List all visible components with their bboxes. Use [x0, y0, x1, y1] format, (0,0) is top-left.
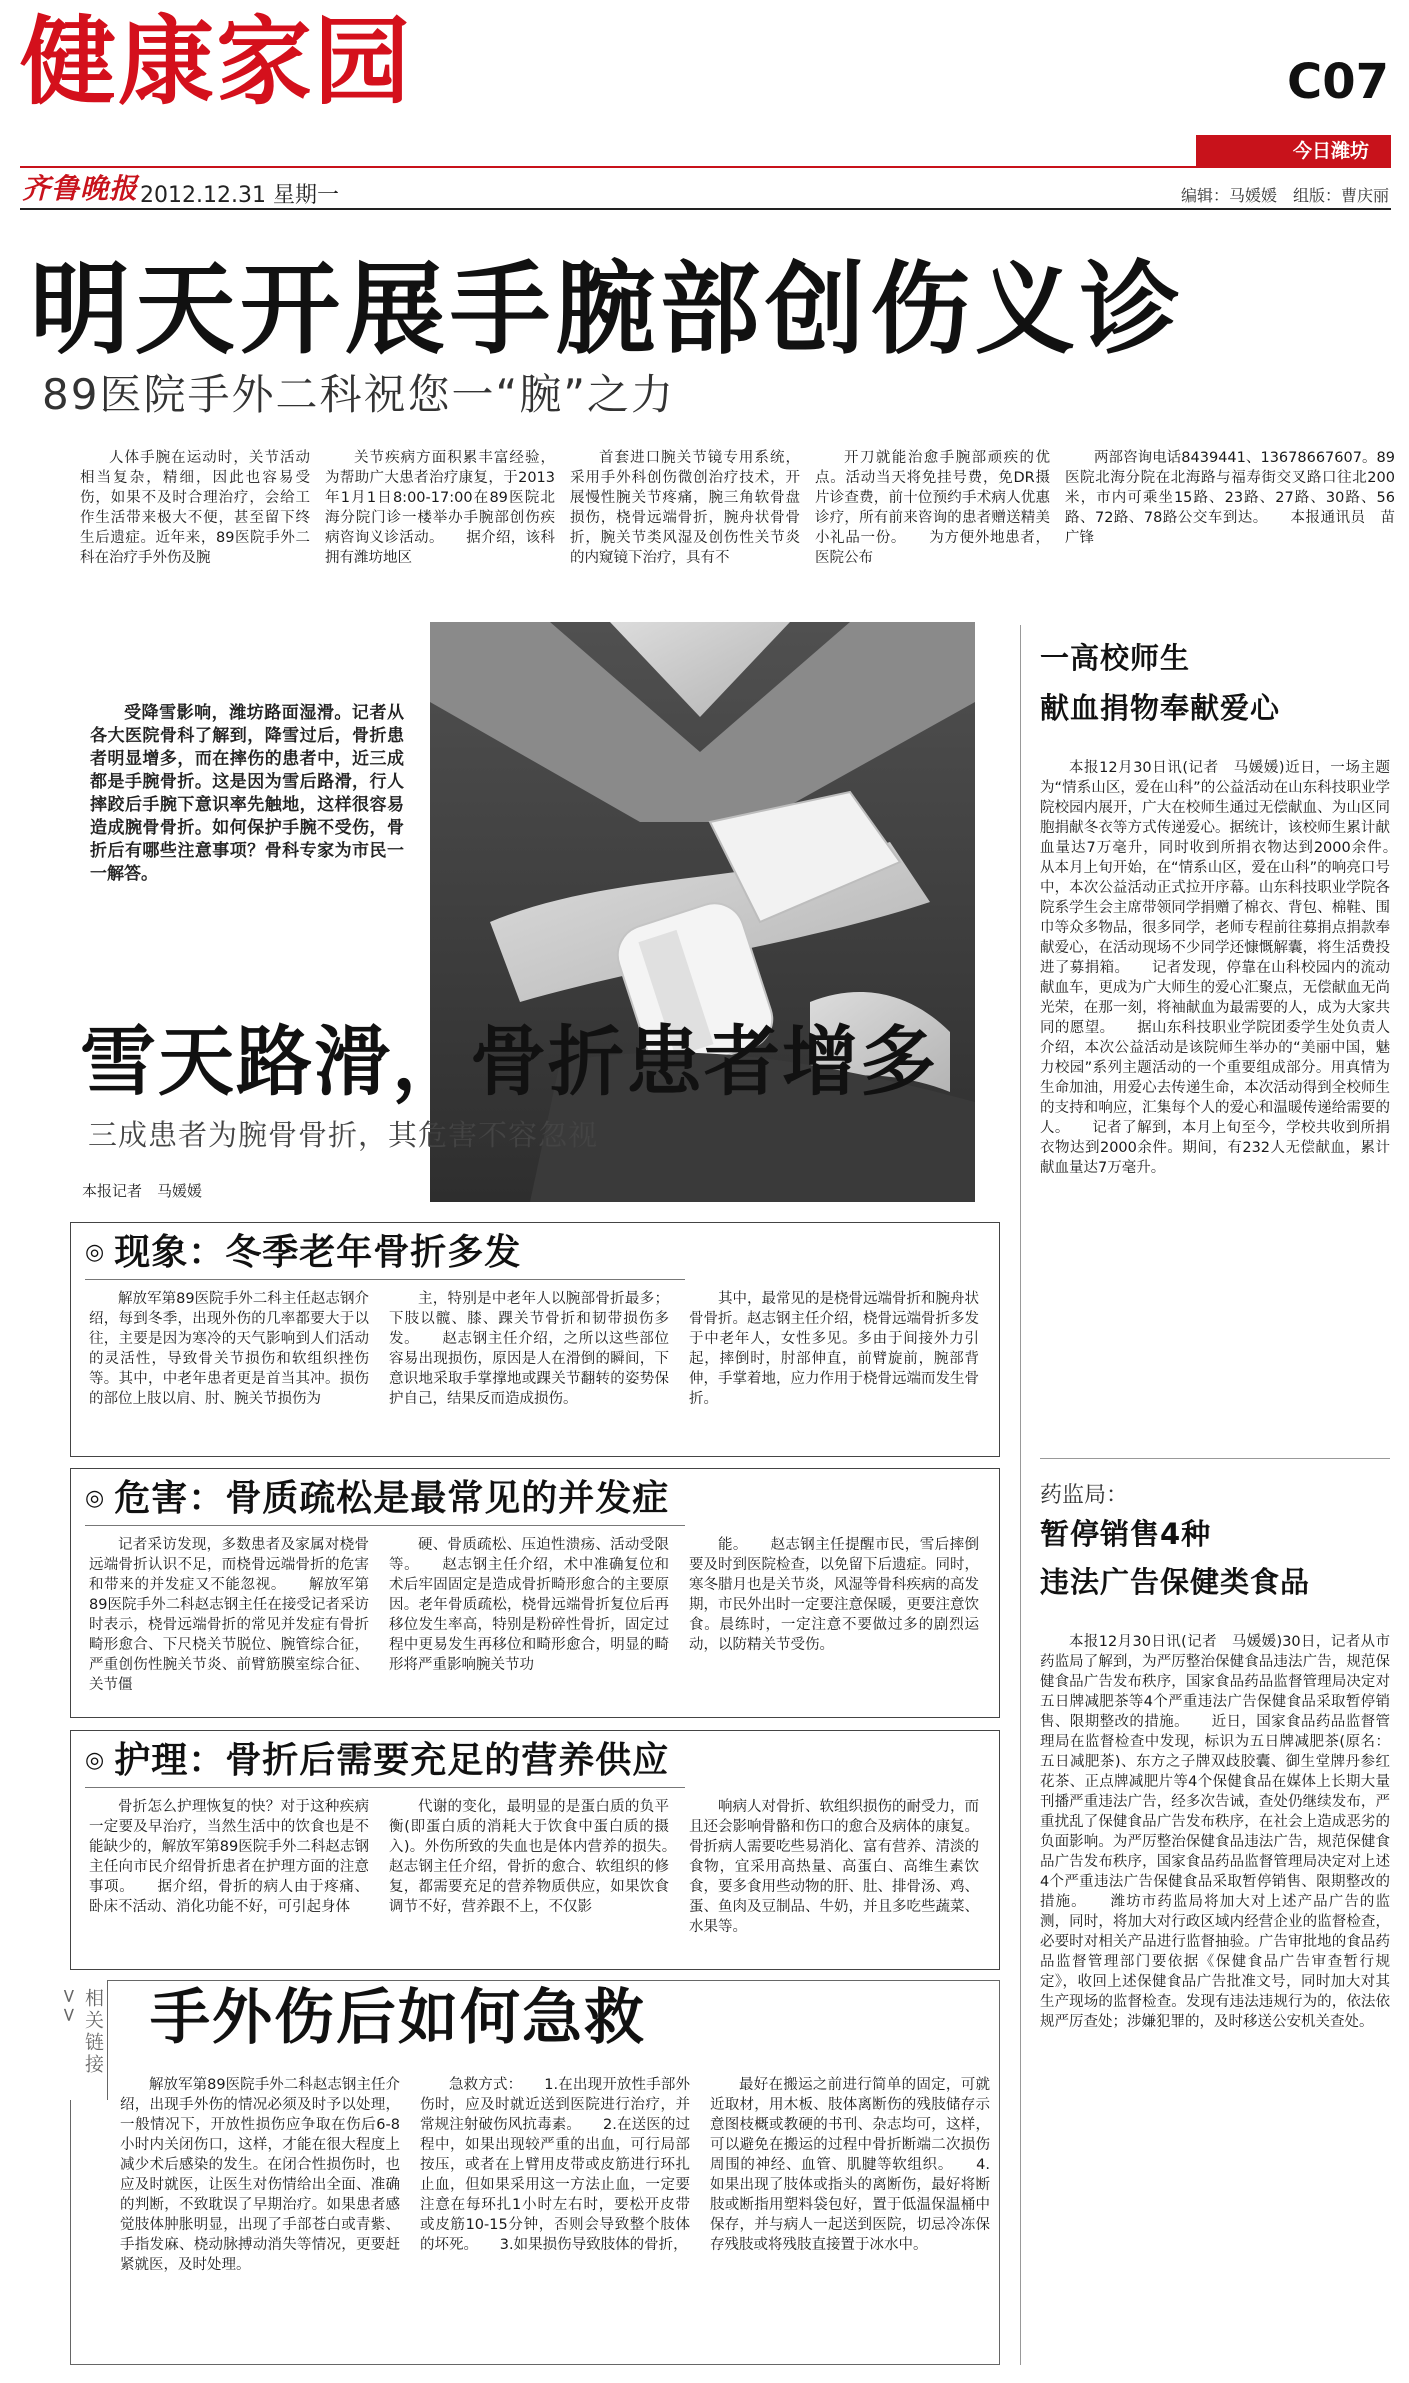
section-column-2: 硬、骨质疏松、压迫性溃疡、活动受限等。 赵志钢主任介绍，术中准确复位和术后牢固固定是造成骨折畸形愈合的主要原因。老年骨质疏松，桡骨远端骨折复位后再移位发生率高，特别是粉碎性骨折，固定过程中更易发生再移位和畸形愈合，明显的畸形将严重影响腕关节功	[389, 1537, 669, 1673]
section-heading-text: 现象：冬季老年骨折多发	[114, 1232, 522, 1274]
sidebar-story1-title-line1: 一高校师生	[1040, 641, 1191, 675]
newspaper-logo: 齐鲁晚报	[22, 172, 139, 205]
bullet-icon: ◎	[85, 1486, 105, 1511]
section-heading	[85, 1233, 521, 1273]
section-column-1: 记者采访发现，多数患者及家属对桡骨远端骨折认识不足，而桡骨远端骨折的危害和带来的并发症又不能忽视。 解放军第89医院手外二科赵志钢主任在接受记者采访时表示，桡骨远端骨折的常见并发症有骨折畸形愈合、下尺桡关节脱位、腕管综合征，严重创伤性腕关节炎、前臂筋膜室综合征、关节僵	[89, 1537, 369, 1693]
column-divider	[1020, 625, 1021, 2365]
related-column-1: 解放军第89医院手外二科赵志钢主任介绍，出现手外伤的情况必须及时予以处理，一般情况下，开放性损伤应争取在伤后6-8小时内关闭伤口，这样，才能在很大程度上减少术后感染的发生。在闭合性损伤时，也应及时就医，让医生对伤情给出全面、准确的判断，不致耽误了早期治疗。如果患者感觉肢体肿胀明显，出现了手部苍白或青紫、手指发麻、桡动脉搏动消失等情况，更要赶紧就医，及时处理。	[120, 2077, 400, 2273]
section-heading	[85, 1741, 669, 1781]
main-column-3: 首套进口腕关节镜专用系统，采用手外科创伤微创治疗技术，开展慢性腕关节疼痛，腕三角软骨盘损伤，桡骨远端骨折，腕舟状骨骨折，腕关节类风湿及创伤性关节炎的内窥镜下治疗，具有不	[570, 450, 800, 566]
sidebar-story2-text: 本报12月30日讯(记者 马媛媛)30日，记者从市药监局了解到，为严厉整治保健食品违法广告，规范保健食品广告发布秩序，国家食品药品监督管理局决定对五日牌减肥茶等4个严重违法广告保健食品采取暂停销售、限期整改的措施。 近日，国家食品药品监督管理局在监督检查中发现，标识为五日牌减肥茶(原名：五日减肥茶)、东方之子牌双歧胶囊、御生堂牌丹参红花茶、正点牌减肥片等4个保健食品在媒体上长期大量刊播严重违法广告，经多次告诫，查处仍继续发布，严重扰乱了保健食品广告发布秩序，在社会上造成恶劣的负面影响。为严厉整治保健食品违法广告，规范保健食品广告发布秩序，国家食品药品监督管理局决定对上述4个严重违法广告保健食品采取暂停销售、限期整改的措施。 潍坊市药监局将加大对上述产品广告的监测，同时，将加大对行政区域内经营企业的监督检查，必要时对相关产品进行监督抽验。广告审批地的食品药品监督管理部门要依据《保健食品广告审查暂行规定》，收回上述保健食品广告批准文号，同时加大对其生产现场的监督检查。发现有违法违规行为的，依法依规严厉查处；涉嫌犯罪的，及时移送公安机关查处。	[1040, 1634, 1390, 2030]
section-harm	[70, 1468, 1000, 1718]
main-headline: 明天开展手腕部创伤义诊	[30, 251, 1185, 368]
section-column-2: 代谢的变化，最明显的是蛋白质的负平衡(即蛋白质的消耗大于饮食中蛋白质的摄入)。外伤所致的失血也是体内营养的损失。 赵志钢主任介绍，骨折的愈合、软组织的修复，都需要充足的营养物质供应，如果饮食调节不好，营养跟不上，不仅影	[389, 1799, 669, 1915]
sidebar-story2-title-line2: 违法广告保健类食品	[1040, 1565, 1311, 1599]
wrist-brace-photo	[430, 622, 975, 1202]
editor-credits: 编辑：马媛媛 组版：曹庆丽	[1180, 186, 1389, 205]
page-title: 健康家园	[20, 6, 412, 118]
section-nursing	[70, 1730, 1000, 1970]
page-number: C07	[1286, 54, 1389, 110]
main-column-5: 两部咨询电话8439441、13678667607。89医院北海分院在北海路与福寿街交叉路口往北200米，市内可乘坐15路、23路、27路、30路、56路、72路、78路公交车到达。 本报通讯员 苗广锋	[1065, 450, 1395, 546]
section-column-1: 解放军第89医院手外二科主任赵志钢介绍，每到冬季，出现外伤的几率都要大于以往，主要是因为寒冷的天气影响到人们活动的灵活性，导致骨关节损伤和软组织挫伤等。其中，中老年患者更是首当其冲。损伤的部位上肢以肩、肘、腕关节损伤为	[89, 1291, 369, 1407]
sidebar-story1-text: 本报12月30日讯(记者 马媛媛)近日，一场主题为“情系山区，爱在山科”的公益活动在山东科技职业学院校园内展开，广大在校师生通过无偿献血、为山区同胞捐献冬衣等方式传递爱心。据统计，该校师生累计献血量达7万毫升，同时收到所捐衣物达到2000余件。 从本月上旬开始，在“情系山区，爱在山科”的响亮口号中，本次公益活动正式拉开序幕。山东科技职业学院各院系学生会主席带领同学捐赠了棉衣、背包、棉鞋、围巾等众多物品，很多同学，老师专程前往募捐点捐款奉献爱心，在活动现场不少同学还慷慨解囊，将生活费投进了募捐箱。 记者发现，停靠在山科校园内的流动献血车，更成为广大师生的爱心汇聚点，无偿献血无尚光荣，在那一刻，将袖献血为最需要的人，成为大家共同的愿望。 据山东科技职业学院团委学生处负责人介绍，本次公益活动是该院师生举办的“美丽中国，魅力校园”系列主题活动的一个重要组成部分。用真情为生命加油，用爱心去传递生命，本次活动得到全校师生的支持和响应，汇集每个人的爱心和温暖传递给需要的人。 记者了解到，本月上旬至今，学校共收到所捐衣物达到2000余件。期间，有232人无偿献血，累计献血量达7万毫升。	[1040, 760, 1390, 1176]
header-divider	[20, 208, 1391, 210]
section-heading-text: 护理：骨折后需要充足的营养供应	[114, 1740, 670, 1782]
section-column-3: 能。 赵志钢主任提醒市民，雪后摔倒要及时到医院检查，以免留下后遗症。同时，寒冬腊月也是关节炎，风湿等骨科疾病的高发期，市民外出时一定要注意保暖，更要注意饮食。晨练时，一定注意不要做过多的剧烈运动，以防精关节受伤。	[689, 1537, 979, 1653]
sidebar-story2-kicker: 药监局：	[1040, 1483, 1129, 1508]
section-column-2: 主，特别是中老年人以腕部骨折最多；下肢以髋、膝、踝关节骨折和韧带损伤多发。 赵志钢主任介绍，之所以这些部位容易出现损伤，原因是人在滑倒的瞬间，下意识地采取手掌撑地或踝关节翻转的姿势保护自己，结果反而造成损伤。	[389, 1291, 669, 1407]
related-link-tag: 相关链接>>	[70, 1980, 108, 2100]
sidebar-divider	[1040, 1458, 1390, 1459]
sidebar-story1-title-line2: 献血捐物奉献爱心	[1040, 691, 1281, 725]
main-column-4: 开刀就能治愈手腕部顽疾的优点。活动当天将免挂号费，免DR摄片诊查费，前十位预约手术病人优惠诊疗，所有前来咨询的患者赠送精美小礼品一份。 为方便外地患者，医院公布	[815, 450, 1050, 566]
section-heading-rule	[85, 1787, 685, 1788]
main-subheadline: 89医院手外二科祝您一“腕”之力	[42, 370, 675, 419]
bullet-icon: ◎	[85, 1240, 105, 1265]
section-heading-text: 危害：骨质疏松是最常见的并发症	[114, 1478, 670, 1520]
section-column-1: 骨折怎么护理恢复的快？对于这种疾病一定要及早治疗，当然生活中的饮食也是不能缺少的，解放军第89医院手外二科赵志钢主任向市民介绍骨折患者在护理方面的注意事项。 据介绍，骨折的病人由于疼痛、卧床不活动、消化功能不好，可引起身体	[89, 1799, 369, 1915]
masthead-rule	[20, 166, 1391, 168]
section-heading-rule	[85, 1525, 685, 1526]
main-column-1: 人体手腕在运动时，关节活动相当复杂，精细，因此也容易受伤，如果不及时合理治疗，会给工作生活带来极大不便，甚至留下终生后遗症。近年来，89医院手外二科在治疗手外伤及腕	[80, 450, 310, 566]
section-heading	[85, 1479, 669, 1519]
main-column-2: 关节疾病方面积累丰富经验，为帮助广大患者治疗康复，于2013年1月1日8:00-17:00在89医院北海分院门诊一楼举办手腕部创伤疾病咨询义诊活动。 据介绍，该科拥有潍坊地区	[325, 450, 555, 566]
section-heading-rule	[85, 1279, 685, 1280]
story-byline: 本报记者 马媛媛	[82, 1182, 203, 1200]
story-lead: 受降雪影响，潍坊路面湿滑。记者从各大医院骨科了解到，降雪过后，骨折患者明显增多，而在摔伤的患者中，近三成都是手腕骨折。这是因为雪后路滑，行人摔跤后手腕下意识率先触地，这样很容易造成腕骨骨折。如何保护手腕不受伤，骨折后有哪些注意事项？骨科专家为市民一一解答。	[88, 700, 406, 912]
section-column-3: 其中，最常见的是桡骨远端骨折和腕舟状骨骨折。赵志钢主任介绍，桡骨远端骨折多发于中老年人，女性多见。多由于间接外力引起，摔倒时，肘部伸直，前臂旋前，腕部背伸，手掌着地，应力作用于桡骨远端而发生骨折。	[689, 1291, 979, 1407]
section-column-3: 响病人对骨折、软组织损伤的耐受力，而且还会影响骨骼和伤口的愈合及病体的康复。骨折病人需要吃些易消化、富有营养、清淡的食物，宜采用高热量、高蛋白、高维生素饮食，要多食用些动物的肝、肚、排骨汤、鸡、蛋、鱼肉及豆制品、牛奶，并且多吃些蔬菜、水果等。	[689, 1799, 979, 1935]
section-tab: 今日潍坊	[1196, 135, 1391, 167]
dateline: 2012.12.31 星期一	[140, 183, 339, 208]
bullet-icon: ◎	[85, 1748, 105, 1773]
related-column-3: 最好在搬运之前进行简单的固定，可就近取材，用木板、肢体离断伤的残肢储存示意图枝概或教硬的书刊、杂志均可，这样，可以避免在搬运的过程中骨折断端二次损伤周围的神经、血管、肌腱等软组织。 4.如果出现了肢体或指头的离断伤，最好将断肢或断指用塑料袋包好，置于低温保温桶中保存，并与病人一起送到医院，切忌冷冻保存残肢或将残肢直接置于冰水中。	[710, 2077, 990, 2253]
sidebar-story2-title-line1: 暂停销售4种	[1040, 1517, 1212, 1551]
story-headline: 雪天路滑，骨折患者增多	[80, 1017, 938, 1106]
related-headline: 手外伤后如何急救	[150, 1983, 646, 2053]
section-phenomenon	[70, 1222, 1000, 1457]
related-column-2: 急救方式： 1.在出现开放性手部外伤时，应及时就近送到医院进行治疗，并常规注射破伤风抗毒素。 2.在送医的过程中，如果出现较严重的出血，可行局部按压，或者在上臂用皮带或皮筋进行环扎止血，但如果采用这一方法止血，一定要注意在每环扎1小时左右时，要松开皮带或皮筋10-15分钟，否则会导致整个肢体的坏死。 3.如果损伤导致肢体的骨折，	[420, 2077, 690, 2253]
story-subheadline: 三成患者为腕骨骨折，其危害不容忽视	[88, 1118, 599, 1152]
